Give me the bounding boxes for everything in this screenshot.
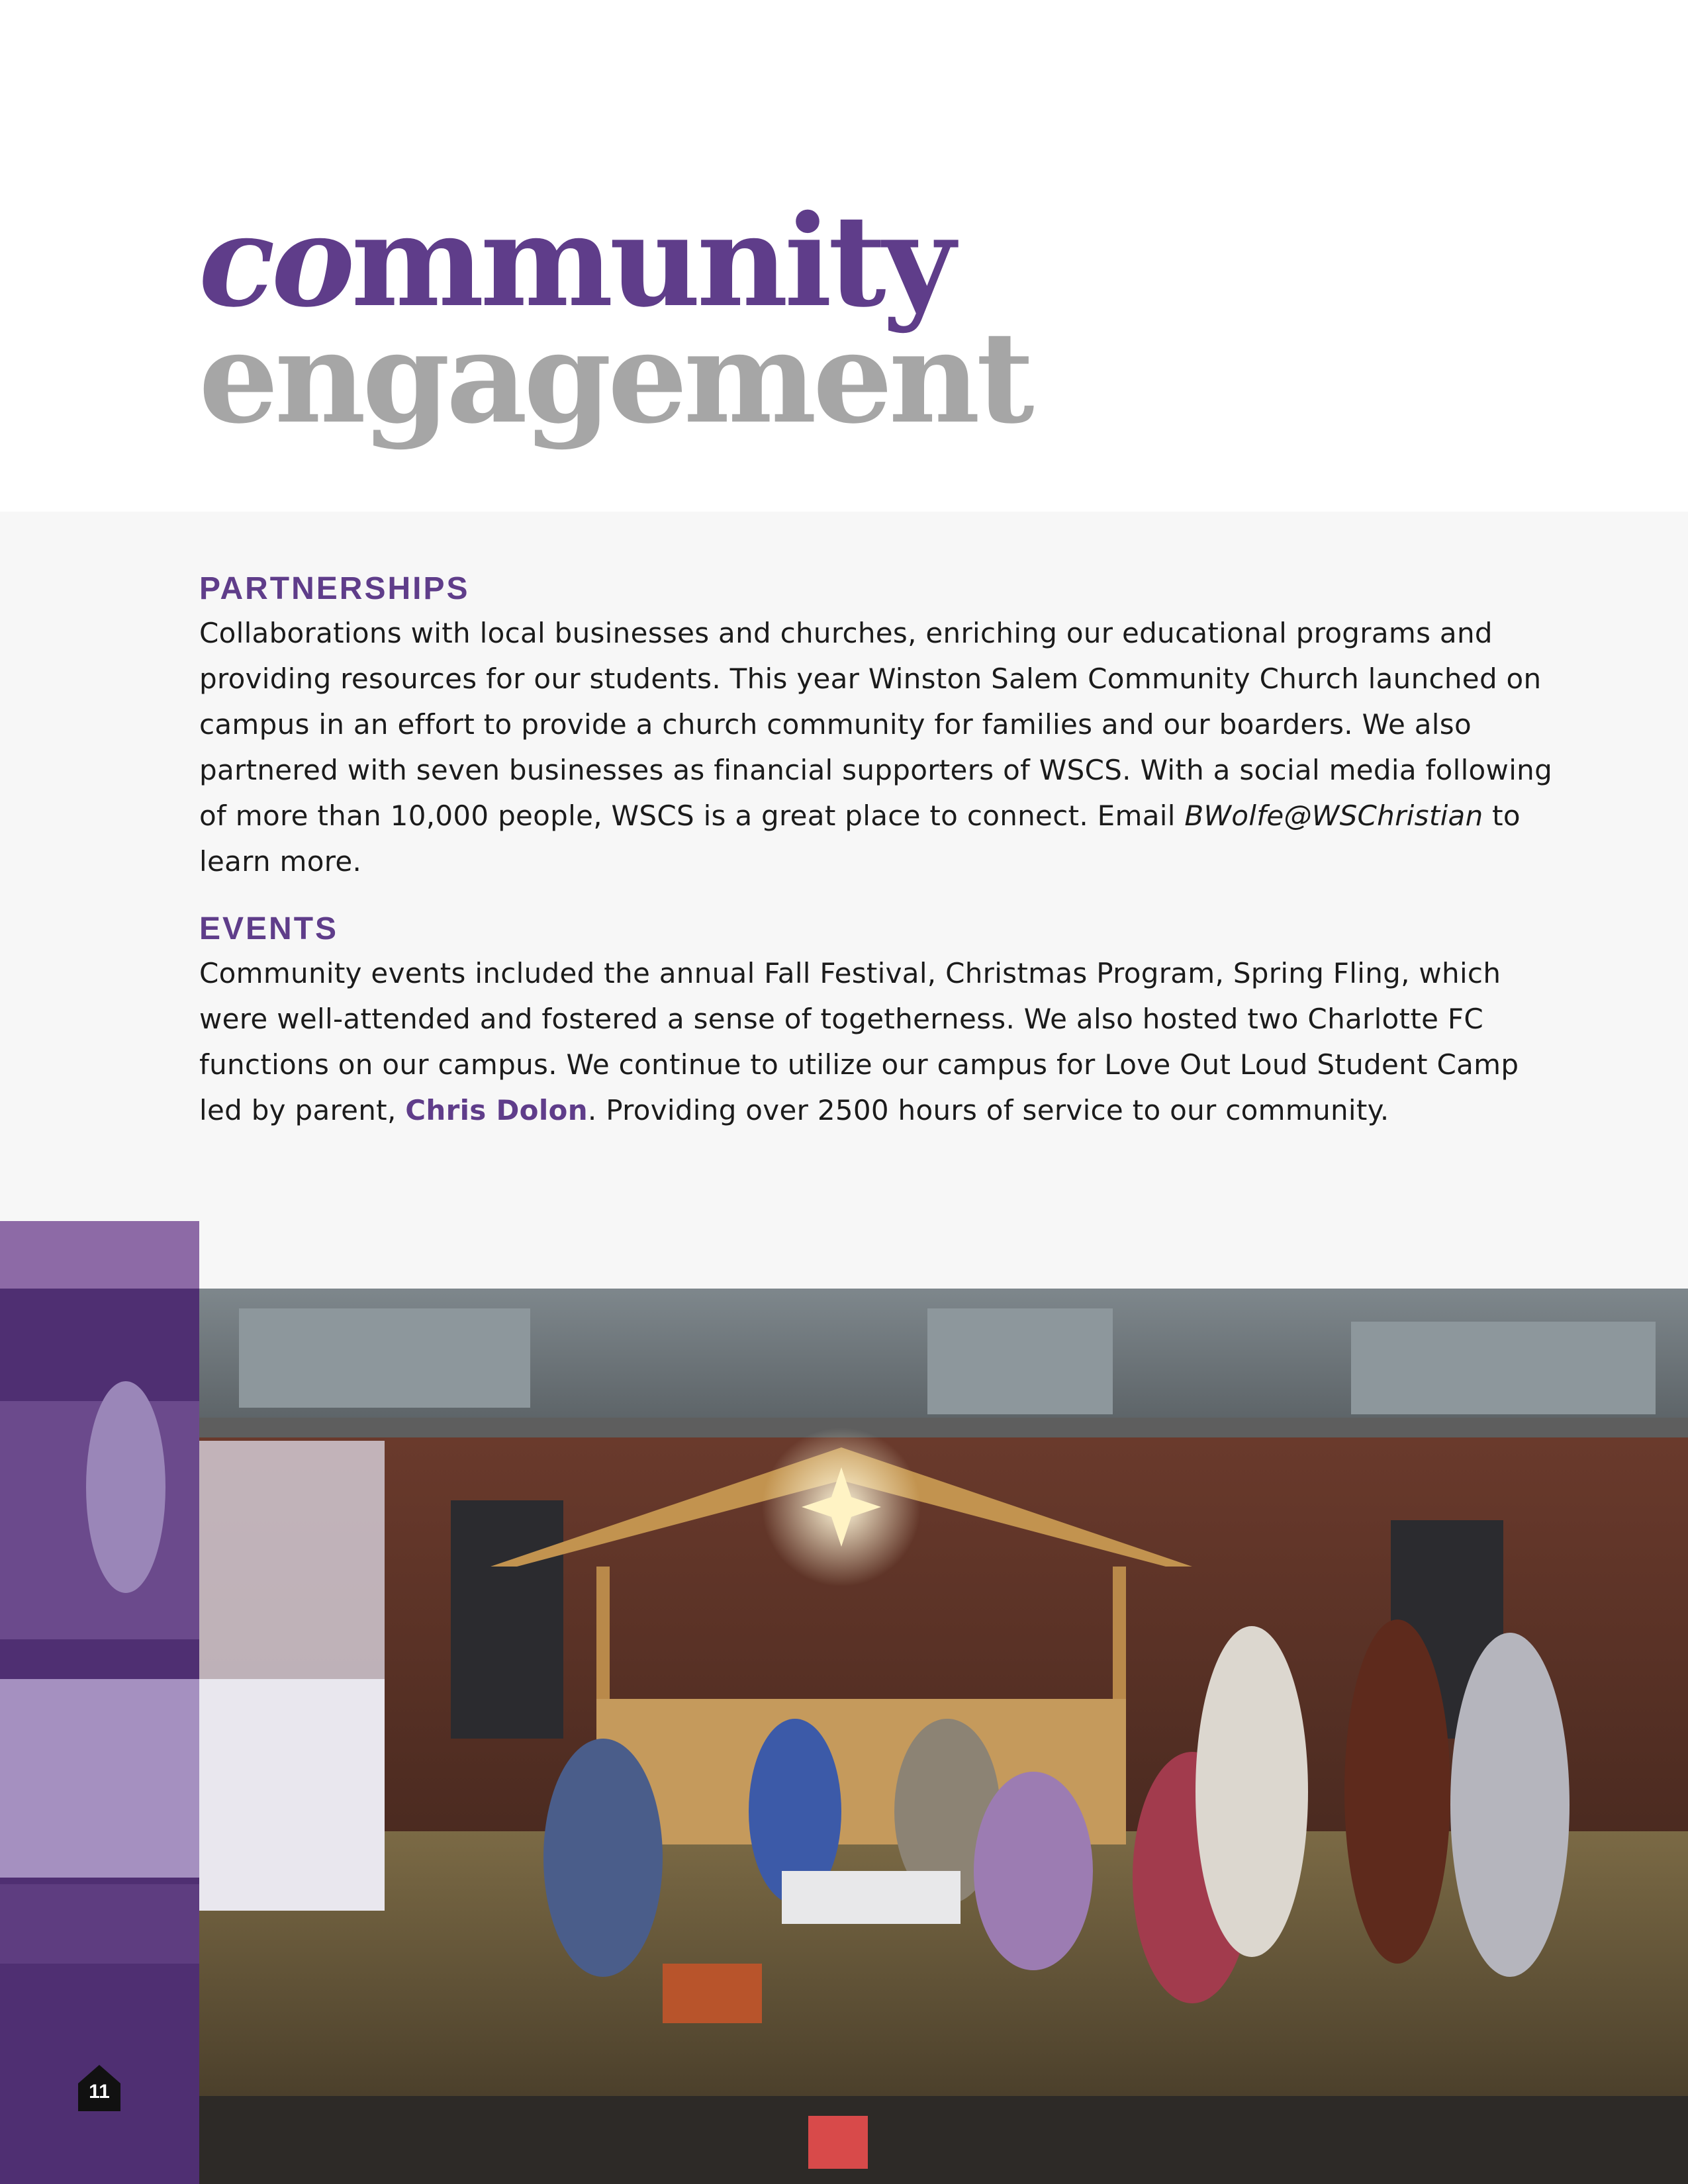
- partnerships-heading: PARTNERSHIPS: [199, 571, 470, 606]
- events-text: Community events included the annual Fall Festival, Christmas Program, Spring Fling, which were well-attended and fostered a sense of togetherness. We also hosted two Charlotte FC functions on our campus. We continue to utilize our campus for Love Out Loud Student Camp led by parent, Chris Dolon. Providing over 2500 hours of service to our community.: [199, 957, 1519, 1126]
- page-number-badge: [78, 2065, 120, 2111]
- page-number: 11: [89, 2081, 110, 2103]
- nativity-photo: [199, 1289, 1688, 2184]
- page-title: [199, 187, 1031, 451]
- content: [199, 568, 1556, 1133]
- title-line-community: community: [199, 187, 952, 335]
- highlight-name: Chris Dolon: [405, 1094, 588, 1126]
- title-line-engagement: engagement: [199, 304, 1031, 451]
- accent-bar-light: [0, 1221, 199, 1289]
- partnerships-text: Collaborations with local businesses and churches, enriching our educational programs and providing resources for our students. This year Winston Salem Community Church launched on campus in an effort to provide a church community for families and our boarders. We also partnered with seven businesses as financial supporters of WSCS. With a social media following of more than 10,000 people, WSCS is a great place to connect. Email BWolfe@WSChristian to learn more.: [199, 617, 1553, 878]
- nativity-scene: [199, 1289, 1688, 2184]
- email-link[interactable]: BWolfe@WSChristian: [1184, 799, 1483, 832]
- accent-bar-dark: [0, 1289, 199, 2184]
- left-photo-overlay: [0, 1289, 199, 2184]
- events-heading: EVENTS: [199, 911, 339, 946]
